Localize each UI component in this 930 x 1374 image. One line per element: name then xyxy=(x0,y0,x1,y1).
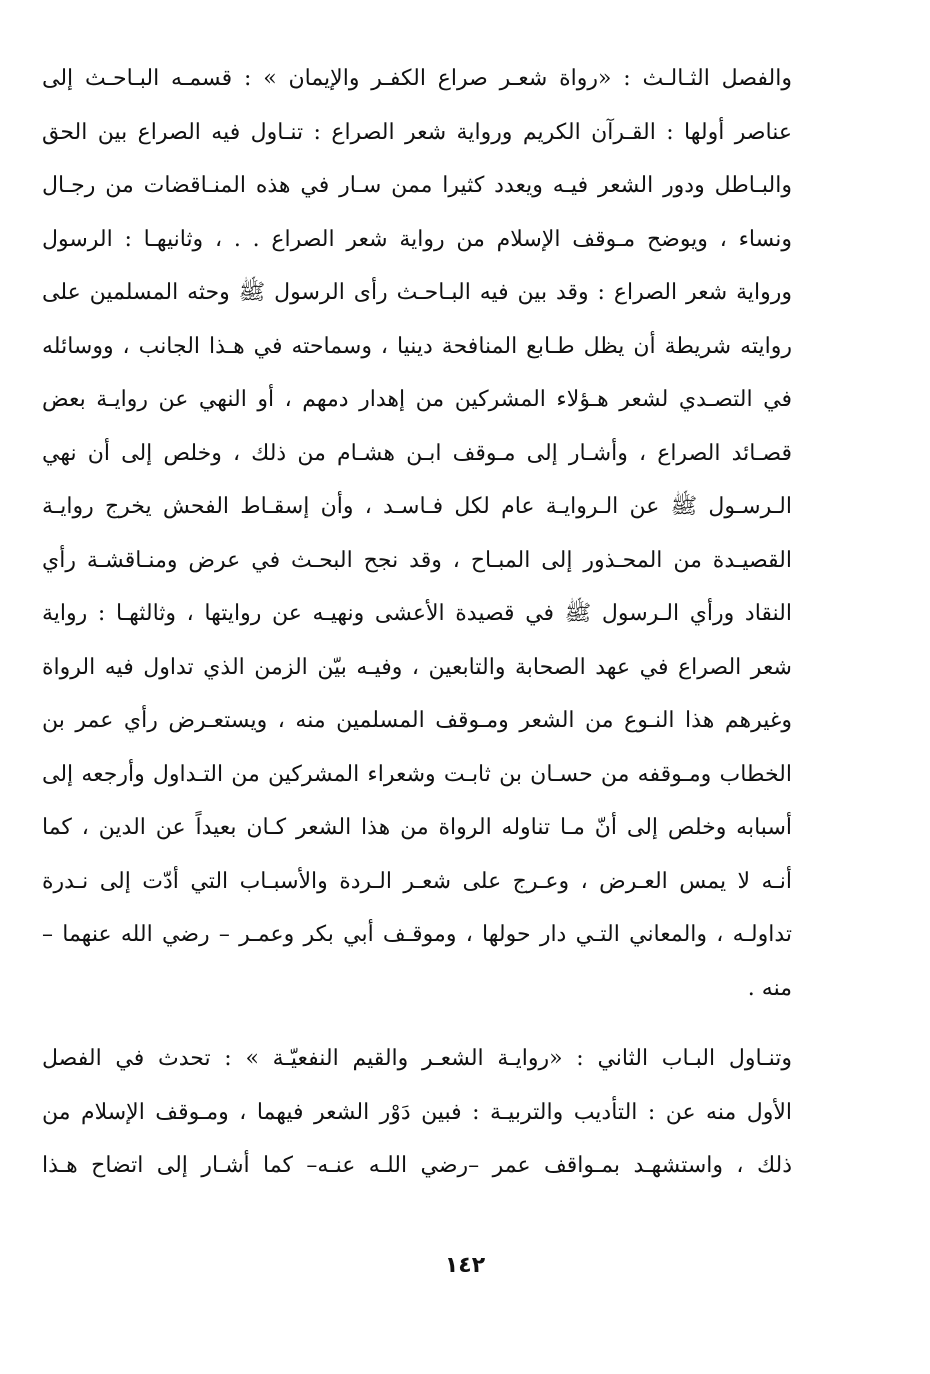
text-line: أنـه لا يمس العـرض ، وعـرج على شعـر الـردة والأسبـاب التي أدّت إلى نـدرة xyxy=(42,868,792,894)
text-line: النقاد ورأي الـرسول ﷺ في قصيدة الأعشى ونهيـه عن روايتها ، وثالثهـا : رواية xyxy=(42,601,792,626)
text-line: ونساء ، ويوضح مـوقف الإسلام من رواية شعر الصراع . . ، وثانيهـا : الرسول xyxy=(42,226,792,252)
paragraph-part-two xyxy=(42,1032,792,1193)
text-line: الـرسـول ﷺ عن الـروايـة عام لكل فـاسـد ، وأن إسقـاط الفحش يخرج روايـة xyxy=(42,494,792,519)
text-line: ورواية شعر الصراع : وقد بين فيه البـاحـث رأى الرسول ﷺ وحثه المسلمين على xyxy=(42,280,792,305)
text-line: الخطاب ومـوقفه من حسـان بن ثابـت وشعراء المشركين من التـداول وأرجعه إلى xyxy=(42,761,792,787)
text-line: روايته شريطة أن يظل طـابع المنافحة دينيا ، وسماحته في هـذا الجانب ، ووسائله xyxy=(42,333,792,359)
text-line-last: منه . xyxy=(747,975,792,1001)
text-line: قصـائد الصراع ، وأشـار إلى مـوقف ابـن هشـام من ذلك ، وخلص إلى أن نهي xyxy=(42,440,792,466)
page-number: ١٤٢ xyxy=(444,1253,486,1278)
text-line: في التصـدي لشعر هـؤلاء المشركين من إهدار دمهم ، أو النهي عن روايـة بعض xyxy=(42,387,792,412)
text-line: شعر الصراع في عهد الصحابة والتابعين ، وفيـه بيّن الزمن الذي تداول فيه الرواة xyxy=(42,654,792,680)
text-line: وتنـاول البـاب الثاني : «روايـة الشعـر والقيم النفعيّـة » : تحدث في الفصل xyxy=(42,1046,792,1071)
text-line: الأول منه عن : التأديب والتربيـة : فبين دَوْر الشعر فيهما ، ومـوقف الإسلام من xyxy=(42,1099,792,1125)
text-line: والبـاطل ودور الشعر فيـه ويعدد كثيرا ممن سـار في هذه المنـاقضات من رجـال xyxy=(42,173,792,198)
text-line: أسبابه وخلص إلى أنّ مـا تناوله الرواة من هذا الشعر كـان بعيداً عن الدين ، كما xyxy=(42,815,792,840)
text-line: عناصر أولها : القـرآن الكريم ورواية شعر الصراع : تنـاول فيه الصراع بين الحق xyxy=(42,119,792,145)
text-line: تداولـه ، والمعاني التـي دار حولها ، وموقـف أبي بكر وعمـر – رضي الله عنهما – xyxy=(42,922,792,947)
text-line: وغيرهم هذا النـوع من الشعر ومـوقف المسلمين منه ، ويستعـرض رأي عمر بن xyxy=(42,708,792,733)
text-line: والفصل الثـالـث : «رواة شعـر صراع الكفـر والإيمان » : قسمـه البـاحـث إلى xyxy=(42,66,792,91)
paragraph-chapter-three xyxy=(42,52,792,1015)
text-line: ذلك ، واستشهـد بمـواقف عمر –رضي اللـه عنـه– كما أشـار إلى اتضاح هـذا xyxy=(42,1153,792,1178)
text-line: القصيـدة من المحـذور إلى المبـاح ، وقد نجح البحـث في عرض ومنـاقشـة رأي xyxy=(42,547,792,573)
